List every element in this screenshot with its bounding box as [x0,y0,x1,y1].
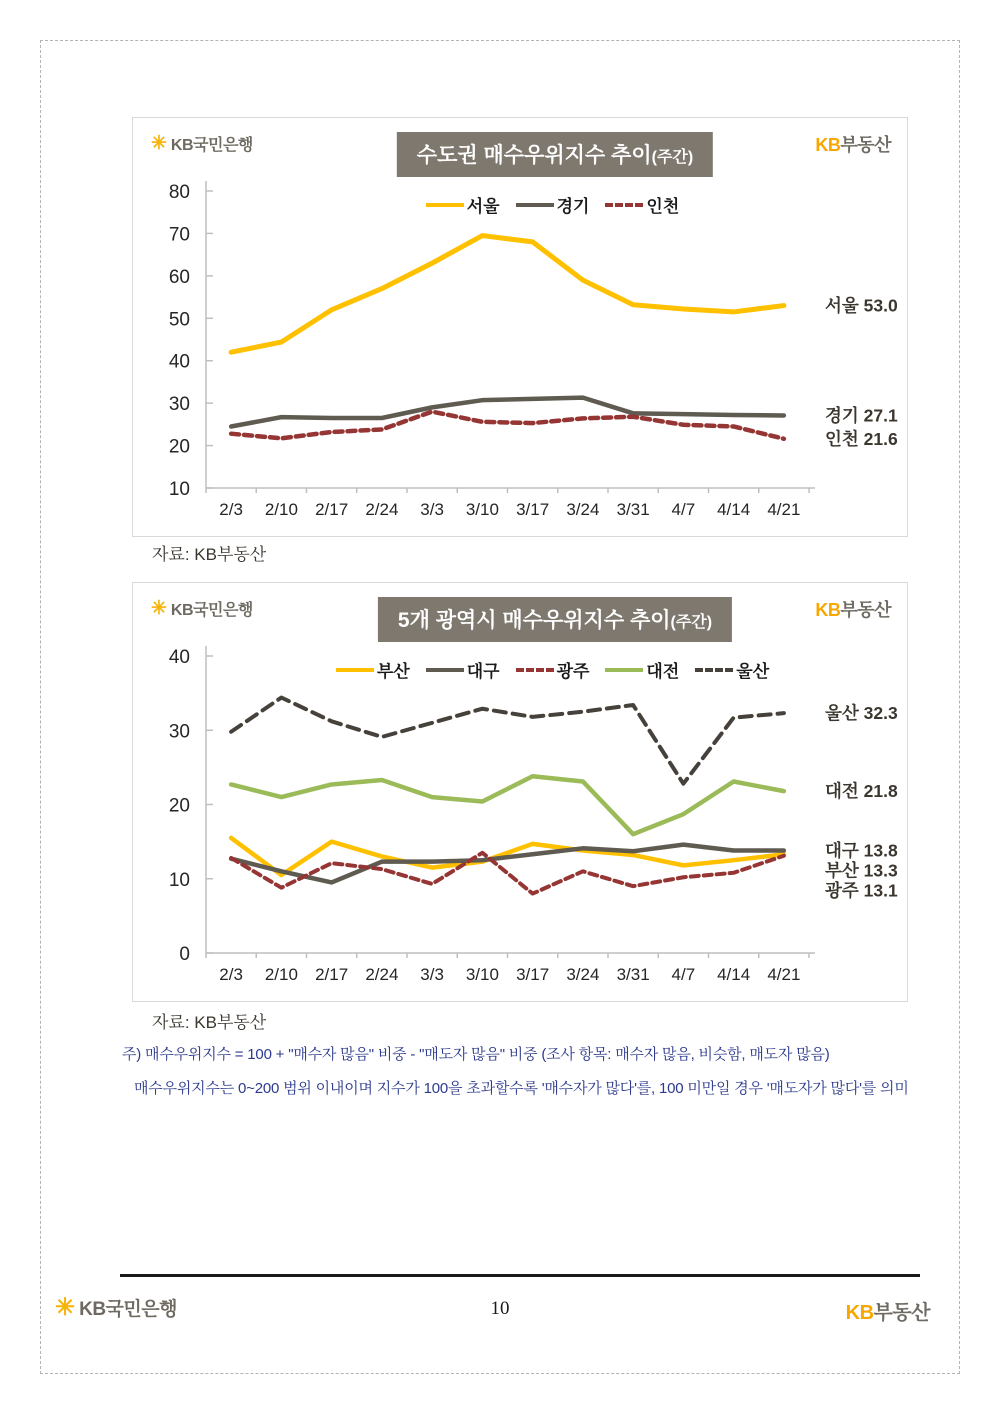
y-tick-label: 30 [168,721,190,743]
x-tick-label: 3/17 [516,965,550,984]
x-tick-label: 2/24 [365,500,399,519]
kb-bank-logo-text: KB국민은행 [170,602,253,619]
chart-title-suffix: (주간) [670,614,713,631]
y-tick-label: 60 [168,266,190,288]
y-tick-label: 40 [168,351,190,373]
x-tick-label: 3/3 [420,965,444,984]
kb-realty-logo-kb: KB [815,600,841,620]
kb-star-icon: ✳ [151,598,167,619]
legend-label: 경기 [556,197,590,216]
x-tick-label: 3/10 [465,965,499,984]
legend-swatch [605,203,643,207]
y-tick-label: 20 [168,795,190,817]
legend-label: 대구 [466,662,500,681]
legend-swatch [516,203,554,207]
chart-title-text: 5개 광역시 매수우위지수 추이 [397,609,671,632]
x-tick-label: 4/21 [767,500,801,519]
legend-label: 부산 [376,662,410,681]
y-tick-label: 10 [168,869,190,891]
legend-label: 광주 [556,662,590,681]
source-note-chart1: 자료: KB부동산 [152,545,267,564]
kb-star-icon: ✳ [55,1293,76,1321]
kb-realty-logo-kb: KB [815,135,841,155]
legend-swatch [426,203,464,207]
footnote-index-range: 매수우위지수는 0~200 범위 이내이며 지수가 100을 초과할수록 '매수자가 많다'를, 100 미만일 경우 '매도자가 많다'를 의미 [134,1080,909,1097]
series-line-울산 [231,698,784,784]
x-tick-label: 4/14 [717,965,751,984]
legend-item-대전 [605,657,679,682]
legend-item-서울 [426,192,500,217]
kb-realty-logo-text: 부동산 [840,135,891,155]
y-tick-label: 70 [168,224,190,246]
y-tick-label: 30 [168,394,190,416]
footer-divider [120,1274,920,1277]
chart-legend [206,192,899,217]
legend-item-광주 [516,657,590,682]
series-end-label: 대구 13.8 [825,840,898,861]
x-tick-label: 2/17 [315,965,349,984]
legend-item-울산 [695,657,769,682]
legend-item-대구 [426,657,500,682]
x-tick-label: 2/3 [219,500,243,519]
x-tick-label: 4/21 [767,965,801,984]
x-tick-label: 3/31 [616,500,650,519]
legend-label: 울산 [736,662,770,681]
series-end-label: 부산 13.3 [825,860,898,881]
y-tick-label: 40 [168,647,190,668]
capital-area-line-chart [133,118,909,538]
chart-legend [206,657,899,682]
metro-cities-line-chart [133,583,909,1003]
legend-label: 인천 [646,197,680,216]
series-end-label: 광주 13.1 [825,880,898,901]
x-tick-label: 2/3 [219,965,243,984]
series-end-label: 경기 27.1 [825,405,898,426]
footnote-index-definition: 주) 매수우위지수 = 100 + "매수자 많음" 비중 - "매도자 많음" 비중 (조사 항목: 매수자 많음, 비슷함, 매도자 많음) [122,1046,830,1063]
kb-realty-logo-text: 부동산 [873,1302,930,1324]
x-tick-label: 2/17 [315,500,349,519]
series-line-서울 [231,236,784,353]
legend-item-인천 [605,192,679,217]
y-tick-label: 0 [179,944,190,965]
x-tick-label: 4/7 [671,500,696,519]
x-tick-label: 3/10 [465,500,499,519]
legend-swatch [695,668,733,672]
x-tick-label: 3/24 [566,500,600,519]
series-line-대전 [231,776,784,834]
y-tick-label: 20 [168,436,190,458]
metro-cities-chart-card [132,582,908,1002]
page-number: 10 [490,1298,510,1319]
footer-kb-realty-logo [846,1296,930,1325]
x-tick-label: 3/17 [516,500,550,519]
legend-label: 대전 [646,662,680,681]
y-tick-label: 10 [168,479,190,500]
series-end-label: 인천 21.6 [825,428,898,449]
legend-swatch [336,668,374,672]
legend-item-경기 [516,192,590,217]
chart-title-text: 수도권 매수우위지수 추이 [416,144,652,167]
kb-star-icon: ✳ [151,133,167,154]
x-tick-label: 2/10 [264,500,298,519]
x-tick-label: 2/24 [365,965,399,984]
source-note-chart2: 자료: KB부동산 [152,1013,267,1032]
kb-bank-logo-text: KB국민은행 [170,137,253,154]
x-tick-label: 3/24 [566,965,600,984]
x-tick-label: 4/14 [717,500,751,519]
x-tick-label: 2/10 [264,965,298,984]
x-tick-label: 3/3 [420,500,444,519]
kb-bank-logo-text: KB국민은행 [79,1299,177,1320]
kb-realty-logo-kb: KB [845,1302,874,1324]
legend-swatch [516,668,554,672]
series-end-label: 울산 32.3 [825,703,898,724]
series-end-label: 대전 21.8 [825,781,898,802]
y-tick-label: 50 [168,309,190,331]
x-tick-label: 3/31 [616,965,650,984]
legend-swatch [605,668,643,672]
legend-swatch [426,668,464,672]
legend-item-부산 [336,657,410,682]
kb-realty-logo-text: 부동산 [840,600,891,620]
series-end-label: 서울 53.0 [825,295,898,316]
chart-title-suffix: (주간) [651,149,694,166]
capital-area-chart-card [132,117,908,537]
legend-label: 서울 [466,197,500,216]
y-tick-label: 80 [168,182,190,203]
x-tick-label: 4/7 [671,965,696,984]
